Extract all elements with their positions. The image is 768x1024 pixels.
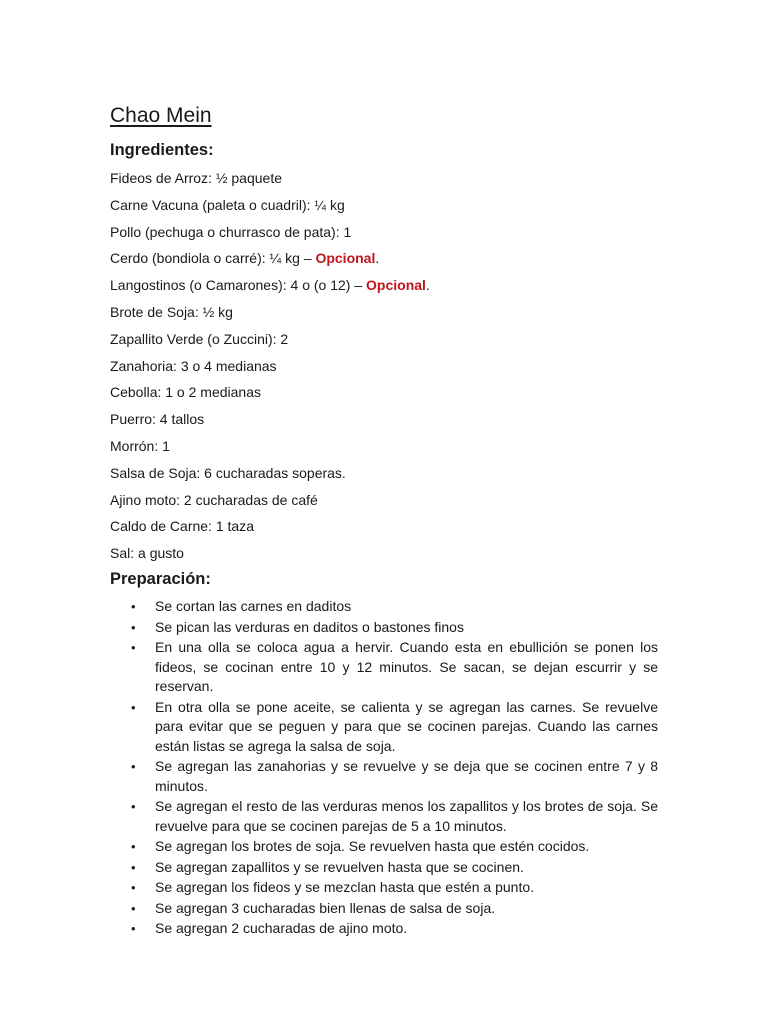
preparation-step: [110, 757, 658, 796]
ingredient-item: [110, 168, 430, 195]
ingredient-item: [110, 543, 430, 570]
ingredient-text: Caldo de Carne: 1 taza: [110, 518, 254, 535]
bullet-icon: •: [131, 619, 136, 635]
bullet-icon: •: [131, 640, 136, 655]
bullet-icon: •: [131, 799, 136, 814]
ingredient-text: Langostinos (o Camarones): 4 o (o 12) –: [110, 277, 367, 294]
optional-label: Opcional: [315, 250, 376, 267]
bullet-icon: •: [131, 921, 136, 936]
preparation-step: [110, 919, 658, 939]
ingredient-item: [110, 195, 430, 222]
ingredient-item: [110, 382, 430, 409]
ingredient-item: [110, 409, 430, 436]
preparation-step: [110, 878, 658, 898]
preparation-step: [110, 597, 658, 617]
step-text: Se agregan zapallitos y se revuelven hasta que se cocinen.: [155, 858, 524, 875]
bullet-icon: •: [131, 839, 136, 854]
ingredient-text: Ajino moto: 2 cucharadas de café: [110, 491, 318, 508]
ingredient-item: [110, 275, 430, 302]
ingredients-list: [110, 168, 430, 570]
recipe-title: Chao Mein: [110, 104, 212, 127]
ingredient-item: [110, 329, 430, 356]
step-text: Se agregan los fideos y se mezclan hasta que estén a punto.: [155, 879, 535, 895]
ingredient-text: Cebolla: 1 o 2 medianas: [110, 384, 261, 401]
step-text: Se agregan 3 cucharadas bien llenas de salsa de soja.: [155, 899, 496, 916]
ingredient-suffix: .: [425, 277, 430, 294]
bullet-icon: •: [131, 900, 136, 916]
bullet-icon: •: [131, 699, 136, 715]
preparation-step: [110, 899, 658, 919]
ingredient-item: [110, 302, 430, 329]
ingredient-text: Brote de Soja: ½ kg: [110, 303, 233, 320]
ingredient-item: [110, 222, 430, 249]
step-text: Se pican las verduras en daditos o bastones finos: [155, 618, 464, 635]
bullet-icon: •: [131, 759, 136, 774]
ingredient-item: [110, 516, 430, 543]
preparation-steps-list: [110, 597, 658, 940]
ingredient-text: Salsa de Soja: 6 cucharadas soperas.: [110, 464, 346, 481]
ingredient-text: Carne Vacuna (paleta o cuadril): ¼ kg: [110, 196, 345, 213]
ingredient-text: Cerdo (bondiola o carré): ¼ kg –: [110, 250, 316, 267]
ingredient-text: Zapallito Verde (o Zuccini): 2: [110, 330, 289, 347]
step-text: En otra olla se pone aceite, se calienta y se agregan las carnes. Se revuelve para evitar que se peguen y para que se cocinen parejas. Cuando las carnes están listas se agrega la salsa de soja.: [155, 698, 658, 754]
ingredient-item: [110, 248, 430, 275]
step-text: Se agregan los brotes de soja. Se revuelven hasta que estén cocidos.: [155, 838, 590, 854]
ingredient-suffix: .: [375, 250, 380, 267]
ingredient-text: Sal: a gusto: [110, 545, 184, 562]
ingredient-text: Zanahoria: 3 o 4 medianas: [110, 357, 277, 374]
step-text: Se agregan el resto de las verduras menos los zapallitos y los brotes de soja. Se revuelve para que se cocinen parejas de 5 a 10 minutos.: [155, 798, 658, 834]
preparation-step: [110, 638, 658, 697]
ingredient-text: Puerro: 4 tallos: [110, 411, 205, 428]
step-text: Se agregan las zanahorias y se revuelve y se deja que se cocinen entre 7 y 8 minutos.: [155, 758, 658, 794]
ingredient-text: Fideos de Arroz: ½ paquete: [110, 170, 282, 186]
step-text: Se agregan 2 cucharadas de ajino moto.: [155, 920, 408, 936]
ingredient-item: [110, 436, 430, 463]
bullet-icon: •: [131, 880, 136, 895]
step-text: En una olla se coloca agua a hervir. Cuando esta en ebullición se ponen los fideos, se cocinan entre 10 y 12 minutos. Se sacan, se dejan escurrir y se reservan.: [155, 639, 658, 694]
preparation-step: [110, 698, 658, 757]
ingredient-text: Morrón: 1: [110, 437, 170, 454]
ingredient-text: Pollo (pechuga o churrasco de pata): 1: [110, 223, 352, 240]
ingredient-item: [110, 490, 430, 517]
bullet-icon: •: [131, 599, 136, 614]
preparation-step: [110, 618, 658, 638]
preparation-heading: Preparación:: [110, 570, 211, 588]
bullet-icon: •: [131, 859, 136, 875]
ingredient-item: [110, 356, 430, 383]
ingredients-heading: Ingredientes:: [110, 141, 214, 159]
ingredient-item: [110, 463, 430, 490]
preparation-step: [110, 797, 658, 836]
preparation-step: [110, 837, 658, 857]
preparation-step: [110, 858, 658, 878]
optional-label: Opcional: [366, 277, 426, 294]
step-text: Se cortan las carnes en daditos: [155, 598, 352, 614]
